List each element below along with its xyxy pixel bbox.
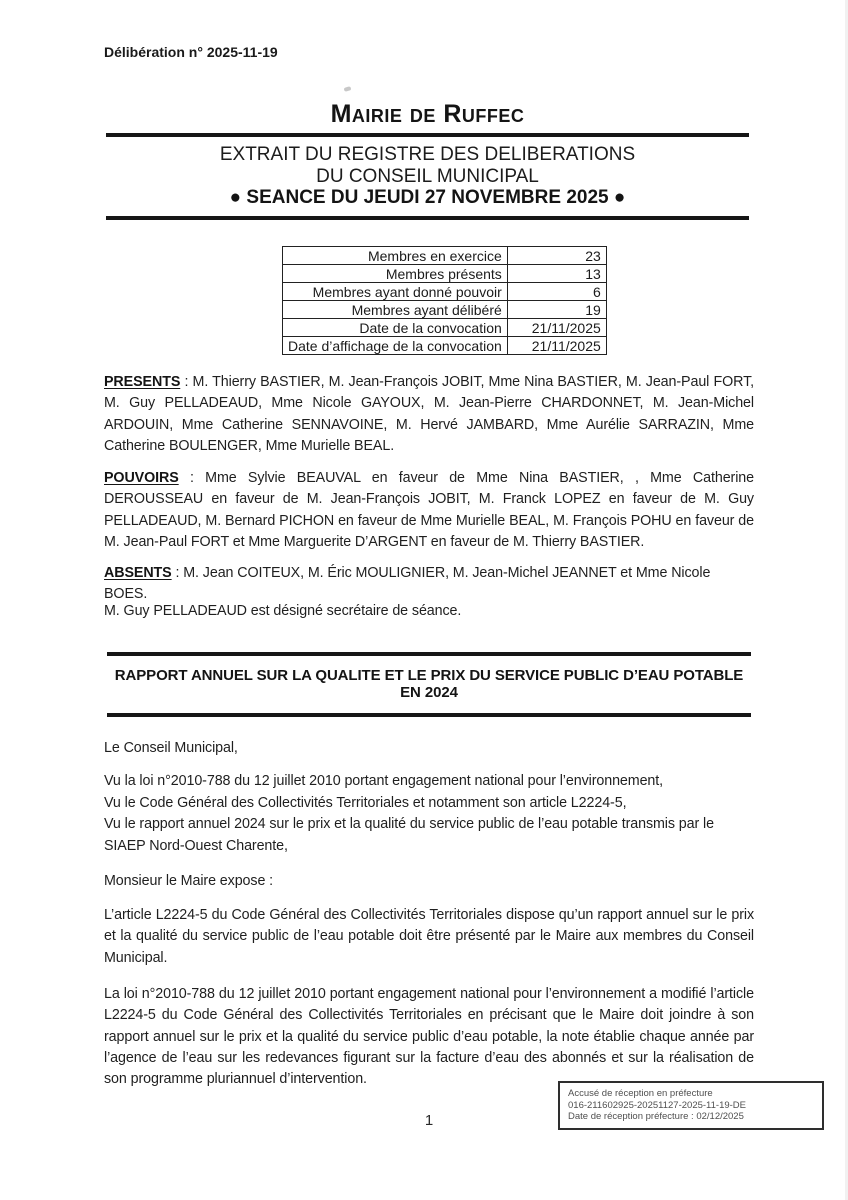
stamp-line-1: Accusé de réception en préfecture [568,1088,713,1099]
section-heading: RAPPORT ANNUEL SUR LA QUALITE ET LE PRIX DU SERVICE PUBLIC D’EAU POTABLE EN 2024 [107,652,751,717]
body-paragraph-2: La loi n°2010-788 du 12 juillet 2010 portant engagement national pour l’environnement a modifié l’article L2224-5 du Code Général des Collectivités Territoriales en précisant que le Maire doit joindre à son rapport annuel sur le prix et la qualité du service public d’eau potable, la note établie chaque année par l’agence de l’eau sur les redevances figurant sur la facture d’eau des abonnés et sur la réalisation de son programme pluriannuel d’intervention. [104,986,754,1088]
stamp-line-3: Date de réception préfecture : 02/12/2025 [568,1111,744,1122]
absents-label: ABSENTS [104,565,172,581]
secretary-line: M. Guy PELLADEAUD est désigné secrétaire de séance. [104,603,462,619]
attendance-row-value: 13 [507,265,606,283]
presents-label: PRESENTS [104,374,181,390]
expose-line: Monsieur le Maire expose : [104,873,274,889]
mairie-title: Mairie de Ruffec [330,100,525,128]
document-header [106,100,749,220]
table-row [283,283,607,301]
attendance-row-value: 21/11/2025 [507,337,606,355]
pouvoirs-label: POUVOIRS [104,470,179,486]
presents-text: : M. Thierry BASTIER, M. Jean-François JOBIT, Mme Nina BASTIER, M. Jean-Paul FORT, M. Guy PELLADEAUD, Mme Nicole GAYOUX, M. Jean-Pierre CHARDONNET, M. Jean-Michel ARDOUIN, Mme Catherine SENNAVOINE, M. Hervé JAMBARD, Mme Aurélie SARRAZIN, Mme Catherine BOULENGER, Mme Murielle BEAL. [104,374,754,454]
absents-paragraph [104,563,754,606]
attendance-row-value: 23 [507,247,606,265]
header-rule-bottom [106,216,749,220]
absents-text: : M. Jean COITEUX, M. Éric MOULIGNIER, M. Jean-Michel JEANNET et Mme Nicole BOES. [104,565,711,603]
pouvoirs-paragraph [104,468,754,553]
body-intro: Le Conseil Municipal, [104,740,238,756]
attendance-row-label: Membres en exercice [283,247,508,265]
attendance-row-label: Membres ayant donné pouvoir [283,283,508,301]
scan-artifact [344,86,352,92]
table-row [283,337,607,355]
vu-clauses [104,771,754,857]
page-number: 1 [424,1112,434,1129]
table-row [283,301,607,319]
attendance-row-value: 6 [507,283,606,301]
attendance-row-label: Membres présents [283,265,508,283]
header-subtitle-1: EXTRAIT DU REGISTRE DES DELIBERATIONS [219,144,636,165]
attendance-row-label: Membres ayant délibéré [283,301,508,319]
table-row [283,247,607,265]
header-subtitle-2: DU CONSEIL MUNICIPAL [316,165,539,187]
vu-clause-1: Vu la loi n°2010-788 du 12 juillet 2010 portant engagement national pour l’environnement, [104,773,664,789]
vu-clause-3: Vu le rapport annuel 2024 sur le prix et la qualité du service public de l’eau potable transmis par le SIAEP Nord-Ouest Charente, [104,816,714,854]
deliberation-number: Délibération n° 2025-11-19 [104,44,278,60]
pouvoirs-text: : Mme Sylvie BEAUVAL en faveur de Mme Nina BASTIER, , Mme Catherine DEROUSSEAU en faveur de M. Jean-François JOBIT, M. Franck LOPEZ en faveur de M. Guy PELLADEAUD, M. Bernard PICHON en faveur de Mme Murielle BEAL, M. François POHU en faveur de M. Jean-Paul FORT et Mme Marguerite D’ARGENT en faveur de M. Thierry BASTIER. [104,470,754,550]
presents-paragraph [104,372,754,457]
vu-clause-2: Vu le Code Général des Collectivités Territoriales et notamment son article L2224-5, [104,794,627,811]
seance-date-line: ● SEANCE DU JEUDI 27 NOVEMBRE 2025 ● [229,187,626,208]
body-paragraph-1: L’article L2224-5 du Code Général des Collectivités Territoriales dispose qu’un rapport annuel sur le prix et la qualité du service public de l’eau potable doit être présenté par le Maire aux membres du Conseil Municipal. [104,907,754,966]
header-rule-top [106,133,749,137]
attendance-table [282,246,607,355]
table-row [283,319,607,337]
stamp-line-2: 016-211602925-20251127-2025-11-19-DE [568,1099,746,1111]
attendance-row-value: 21/11/2025 [507,319,606,337]
attendance-row-value: 19 [507,301,606,319]
attendance-row-label: Date de la convocation [283,319,508,337]
attendance-row-label: Date d’affichage de la convocation [283,337,508,355]
table-row [283,265,607,283]
